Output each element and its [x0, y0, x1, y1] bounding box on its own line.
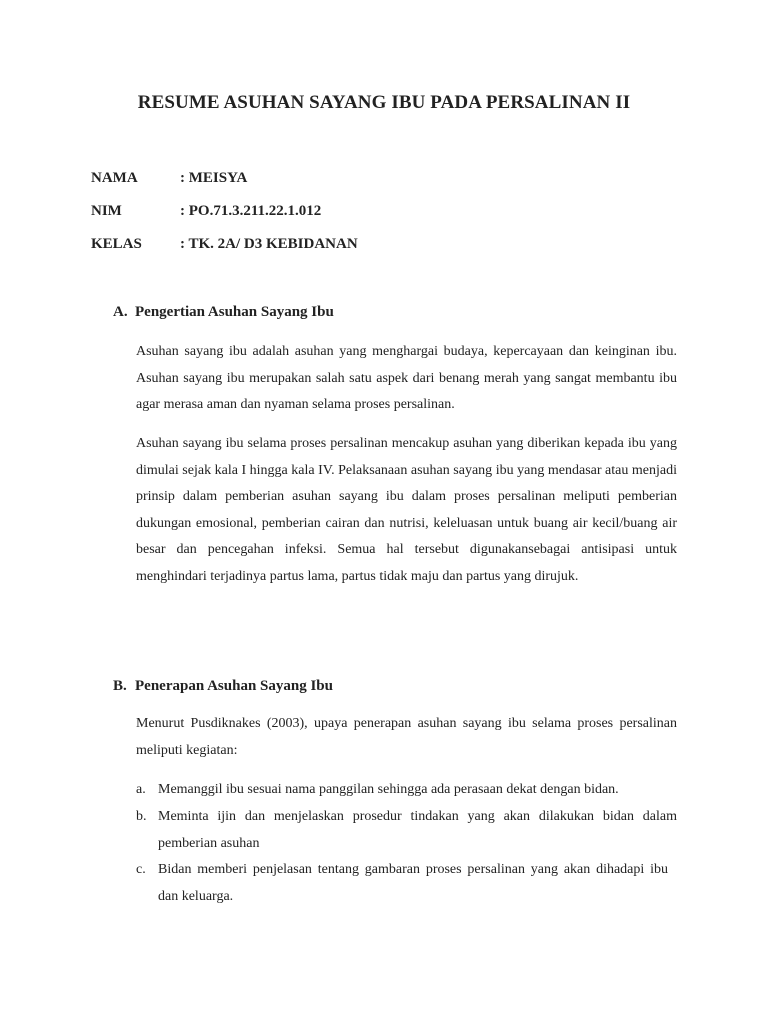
- section-letter: B.: [113, 678, 127, 694]
- list-text: Bidan memberi penjelasan tentang gambaran proses persalinan yang akan dihadapi ibu dan keluarga.: [158, 862, 668, 904]
- info-value: : TK. 2A/ D3 KEBIDANAN: [180, 236, 358, 252]
- section-a-paragraph-1: Asuhan sayang ibu adalah asuhan yang menghargai budaya, kepercayaan dan keinginan ibu. Asuhan sayang ibu merupakan salah satu aspek dari benang merah yang sangat membantu ibu agar merasa aman dan nyaman selama proses persalinan.: [136, 344, 677, 412]
- list-marker: c.: [136, 862, 146, 877]
- document-title: RESUME ASUHAN SAYANG IBU PADA PERSALINAN II: [137, 92, 631, 113]
- section-a-paragraph-2: Asuhan sayang ibu selama proses persalinan mencakup asuhan yang diberikan kepada ibu yang dimulai sejak kala I hingga kala IV. Pelaksanaan asuhan sayang ibu yang mendasar atau menjadi prinsip dalam pemberian asuhan sayang ibu dalam proses persalinan meliputi pemberian dukungan emosional, pemberian cairan dan nutrisi, keleluasan untuk buang air kecil/buang air besar dan pencegahan infeksi. Semua hal tersebut digunakansebagai antisipasi untuk menghindari terjadinya partus lama, partus tidak maju dan partus yang dirujuk.: [136, 436, 677, 584]
- info-label: NAMA: [91, 170, 138, 186]
- info-row-kelas: [91, 234, 358, 254]
- section-b-heading: [113, 676, 333, 696]
- list-marker: b.: [136, 809, 147, 824]
- section-letter: A.: [113, 304, 128, 320]
- info-label: NIM: [91, 203, 122, 219]
- info-value: : PO.71.3.211.22.1.012: [180, 203, 322, 219]
- info-row-nim: [91, 201, 321, 221]
- list-marker: a.: [136, 782, 146, 797]
- section-title: Penerapan Asuhan Sayang Ibu: [135, 678, 333, 694]
- info-row-nama: [91, 168, 247, 188]
- info-value: : MEISYA: [180, 170, 248, 186]
- list-item-a: [136, 777, 677, 804]
- list-text: Memanggil ibu sesuai nama panggilan sehingga ada perasaan dekat dengan bidan.: [158, 782, 619, 797]
- list-text: Meminta ijin dan menjelaskan prosedur tindakan yang akan dilakukan bidan dalam pemberian asuhan: [158, 809, 677, 851]
- section-b-intro: Menurut Pusdiknakes (2003), upaya penerapan asuhan sayang ibu selama proses persalinan meliputi kegiatan:: [136, 716, 677, 758]
- section-a-heading: [113, 302, 334, 322]
- list-item-b: [136, 804, 677, 857]
- info-label: KELAS: [91, 236, 142, 252]
- section-title: Pengertian Asuhan Sayang Ibu: [135, 304, 334, 320]
- list-item-c: [136, 857, 677, 910]
